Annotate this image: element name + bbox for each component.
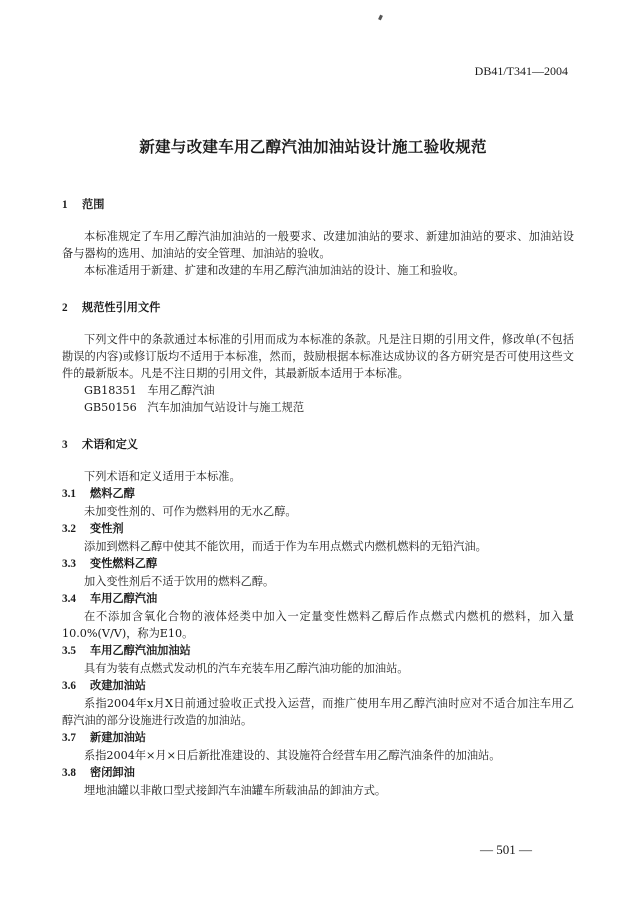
page-number: — 501 — — [480, 842, 532, 857]
reference-name: 汽车加油加气站设计与施工规范 — [147, 401, 305, 414]
section-2-para-1: 下列文件中的条款通过本标准的引用而成为本标准的条款。凡是注日期的引用文件，修改单(不包括勘误的内容)或修订版均不适用于本标准，然而，鼓励根据本标准达成协议的各方研究是否可使用这些文件的最新版本。凡是不注日期的引用文件，其最新版本适用于本标准。 — [62, 333, 574, 380]
section-title: 规范性引用文件 — [82, 301, 161, 314]
term-heading — [62, 485, 574, 503]
term-definition: 在不添加含氧化合物的液体烃类中加入一定量变性燃料乙醇后作点燃式内燃机的燃料，加入量10.0%(V/V)，称为E10。 — [62, 610, 574, 640]
section-2-heading — [62, 299, 574, 317]
term-number: 3.4 — [62, 593, 76, 605]
reference-code: GB18351 — [84, 384, 137, 397]
term-heading — [62, 677, 574, 695]
term-definition: 加入变性剂后不适于饮用的燃料乙醇。 — [84, 575, 275, 588]
reference-name: 车用乙醇汽油 — [147, 384, 215, 397]
term-name: 车用乙醇汽油加油站 — [90, 644, 191, 657]
reference-code: GB50156 — [84, 401, 137, 414]
term-definition: 具有为装有点燃式发动机的汽车充装车用乙醇汽油功能的加油站。 — [84, 662, 409, 675]
term-name: 燃料乙醇 — [90, 487, 135, 500]
term-heading — [62, 729, 574, 747]
section-1-para-1: 本标准规定了车用乙醇汽油加油站的一般要求、改建加油站的要求、新建加油站的要求、加油站设备与器构的选用、加油站的安全管理、加油站的验收。 — [62, 230, 574, 260]
section-number: 3 — [62, 439, 68, 451]
section-number: 1 — [62, 199, 68, 211]
term-heading — [62, 555, 574, 573]
term-number: 3.5 — [62, 645, 76, 657]
normative-reference — [62, 382, 574, 399]
term-number: 3.6 — [62, 680, 76, 692]
term-number: 3.2 — [62, 523, 76, 535]
term-name: 变性剂 — [90, 522, 124, 535]
term-heading — [62, 520, 574, 538]
section-title: 范围 — [82, 198, 105, 211]
scan-speck — [378, 15, 383, 21]
term-definition: 系指2004年x月X日前通过验收正式投入运营，而推广使用车用乙醇汽油时应对不适合加注车用乙醇汽油的部分设施进行改造的加油站。 — [62, 697, 574, 727]
term-definition: 埋地油罐以非敞口型式接卸汽车油罐车所载油品的卸油方式。 — [84, 784, 387, 797]
term-name: 变性燃料乙醇 — [90, 557, 158, 570]
term-heading — [62, 590, 574, 608]
term-definition: 系指2004年×月×日后新批准建设的、其设施符合经营车用乙醇汽油条件的加油站。 — [84, 749, 501, 762]
section-1-para-2: 本标准适用于新建、扩建和改建的车用乙醇汽油加油站的设计、施工和验收。 — [84, 264, 465, 277]
term-heading — [62, 764, 574, 782]
term-definition: 添加到燃料乙醇中使其不能饮用，而适于作为车用点燃式内燃机燃料的无铅汽油。 — [84, 540, 487, 553]
term-name: 车用乙醇汽油 — [90, 592, 158, 605]
section-1-heading — [62, 196, 574, 214]
section-title: 术语和定义 — [82, 438, 138, 451]
term-number: 3.3 — [62, 558, 76, 570]
document-title: 新建与改建车用乙醇汽油加油站设计施工验收规范 — [139, 138, 487, 156]
term-definition: 未加变性剂的、可作为燃料用的无水乙醇。 — [84, 505, 297, 518]
section-3-intro: 下列术语和定义适用于本标准。 — [84, 470, 241, 483]
term-heading — [62, 642, 574, 660]
standard-code: DB41/T341—2004 — [474, 64, 568, 78]
term-name: 密闭卸油 — [90, 766, 135, 779]
section-number: 2 — [62, 302, 68, 314]
normative-reference — [62, 399, 574, 416]
term-number: 3.8 — [62, 767, 76, 779]
term-number: 3.1 — [62, 488, 76, 500]
term-number: 3.7 — [62, 732, 76, 744]
section-3-heading — [62, 436, 574, 454]
document-body — [62, 196, 574, 799]
term-name: 改建加油站 — [90, 679, 146, 692]
term-name: 新建加油站 — [90, 731, 146, 744]
